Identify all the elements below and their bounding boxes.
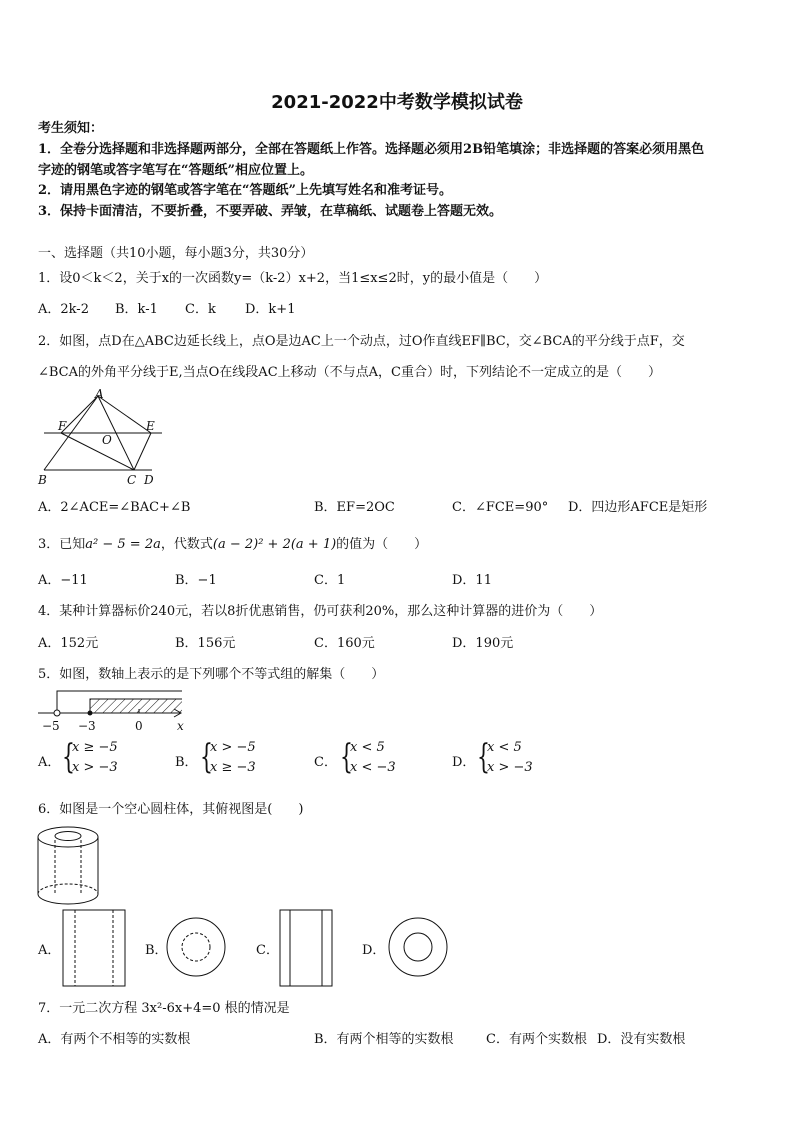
label-d: D (144, 473, 154, 487)
q2-stem-line2: ∠BCA的外角平分线于E,当点O在线段AC上移动（不与点A，C重合）时，下列结论不一定成立的是（ ） (38, 365, 661, 380)
q3-option-b: B．−1 (175, 573, 217, 588)
brace-icon: { (200, 737, 213, 777)
q5-option-b-system (200, 738, 270, 778)
q5-option-d-system (477, 738, 547, 778)
axis-tick-minus3: −3 (78, 719, 96, 733)
number-line-figure (34, 688, 194, 736)
q4-option-b: B．156元 (175, 636, 236, 651)
q6-option-a-label: A． (38, 943, 61, 958)
q5-option-a-line2: x > −3 (72, 760, 118, 775)
q5-option-a-system (62, 738, 132, 778)
label-b: B (38, 473, 47, 487)
q3-stem-b: ，代数式 (160, 537, 213, 552)
q4-stem: 4．某种计算器标价240元，若以8折优惠销售，仍可获利20%，那么这种计算器的进价为（ ） (38, 604, 603, 619)
q6-option-a-figure (60, 907, 130, 991)
q5-option-c-line1: x < 5 (350, 740, 385, 755)
q3-stem-c: 的值为（ ） (336, 537, 428, 552)
label-f: F (58, 419, 67, 433)
q4-option-d: D．190元 (452, 636, 514, 651)
section-heading: 一、选择题（共10小题，每小题3分，共30分） (38, 246, 314, 261)
q4-option-c: C．160元 (314, 636, 375, 651)
q6-option-c-figure (277, 907, 337, 991)
q3-option-d: D．11 (452, 573, 492, 588)
q6-option-c-label: C． (256, 943, 279, 958)
brace-icon: { (477, 737, 490, 777)
triangle-figure (34, 386, 164, 490)
q1-option-a: A．2k-2 (38, 302, 89, 317)
q3-expression: (a − 2)² + 2(a + 1) (212, 537, 337, 552)
q5-option-a-label: A． (38, 755, 61, 770)
axis-tick-zero: 0 (135, 719, 143, 733)
q3-stem-a: 3．已知 (38, 537, 86, 552)
hollow-cylinder-figure (34, 824, 106, 908)
q5-option-b-line2: x ≥ −3 (210, 760, 256, 775)
q5-option-c-line2: x < −3 (350, 760, 396, 775)
notice-line-2: 2．请用黑色字迹的钢笔或答字笔在“答题纸”上先填写姓名和准考证号。 (38, 183, 453, 198)
q1-stem: 1．设0＜k＜2，关于x的一次函数y=（k-2）x+2，当1≤x≤2时，y的最小值是（ ） (38, 271, 548, 286)
q6-stem: 6．如图是一个空心圆柱体，其俯视图是( ) (38, 802, 304, 817)
q7-option-d: D．没有实数根 (597, 1032, 686, 1047)
brace-icon: { (62, 737, 75, 777)
q5-option-c-label: C． (314, 755, 337, 770)
q5-option-d-line1: x < 5 (487, 740, 522, 755)
label-c: C (127, 473, 137, 487)
q2-option-a: A．2∠ACE=∠BAC+∠B (38, 500, 191, 515)
q3-option-c: C．1 (314, 573, 346, 588)
brace-icon: { (340, 737, 353, 777)
q2-option-d: D．四边形AFCE是矩形 (568, 500, 708, 515)
axis-tick-minus5: −5 (42, 719, 60, 733)
q5-option-a-line1: x ≥ −5 (72, 740, 118, 755)
q6-option-b-label: B． (145, 943, 168, 958)
q3-condition: a² − 5 = 2a (85, 537, 161, 552)
q1-option-c: C．k (185, 302, 216, 317)
q3-stem (38, 536, 427, 554)
q4-option-a: A．152元 (38, 636, 99, 651)
q6-option-d-figure (386, 915, 450, 979)
q5-option-b-label: B． (175, 755, 198, 770)
q7-option-b: B．有两个相等的实数根 (314, 1032, 454, 1047)
q5-option-d-line2: x > −3 (487, 760, 533, 775)
notice-line-3: 3．保持卡面清洁，不要折叠，不要弄破、弄皱，在草稿纸、试题卷上答题无效。 (38, 204, 503, 219)
q7-option-a: A．有两个不相等的实数根 (38, 1032, 191, 1047)
q2-option-b: B．EF=2OC (314, 500, 395, 515)
q2-stem-line1: 2．如图，点D在△ABC边延长线上，点O是边AC上一个动点，过O作直线EF∥BC，交∠BCA的平分线于点F，交 (38, 334, 685, 349)
q2-option-c: C．∠FCE=90° (452, 500, 549, 515)
label-o: O (102, 433, 112, 447)
q1-option-b: B．k-1 (115, 302, 158, 317)
notice-line-1b: 字迹的钢笔或答字笔写在“答题纸”相应位置上。 (38, 163, 313, 178)
q7-stem: 7．一元二次方程 3x²-6x+4=0 根的情况是 (38, 1001, 290, 1016)
q7-option-c: C．有两个实数根 (486, 1032, 587, 1047)
q3-option-a: A．−11 (38, 573, 88, 588)
q5-option-d-label: D． (452, 755, 476, 770)
label-a: A (95, 387, 104, 401)
q6-option-b-figure (164, 915, 228, 979)
q5-option-b-line1: x > −5 (210, 740, 256, 755)
label-e: E (146, 419, 155, 433)
q6-option-d-label: D． (362, 943, 386, 958)
axis-variable: x (177, 719, 184, 733)
q5-option-c-system (340, 738, 410, 778)
q5-stem: 5．如图，数轴上表示的是下列哪个不等式组的解集（ ） (38, 667, 385, 682)
q1-option-d: D．k+1 (245, 302, 296, 317)
notice-heading: 考生须知： (38, 121, 104, 136)
page-title: 2021-2022中考数学模拟试卷 (271, 92, 523, 113)
notice-line-1a: 1．全卷分选择题和非选择题两部分，全部在答题纸上作答。选择题必须用2B铅笔填涂；非选择题的答案必须用黑色 (38, 142, 705, 157)
